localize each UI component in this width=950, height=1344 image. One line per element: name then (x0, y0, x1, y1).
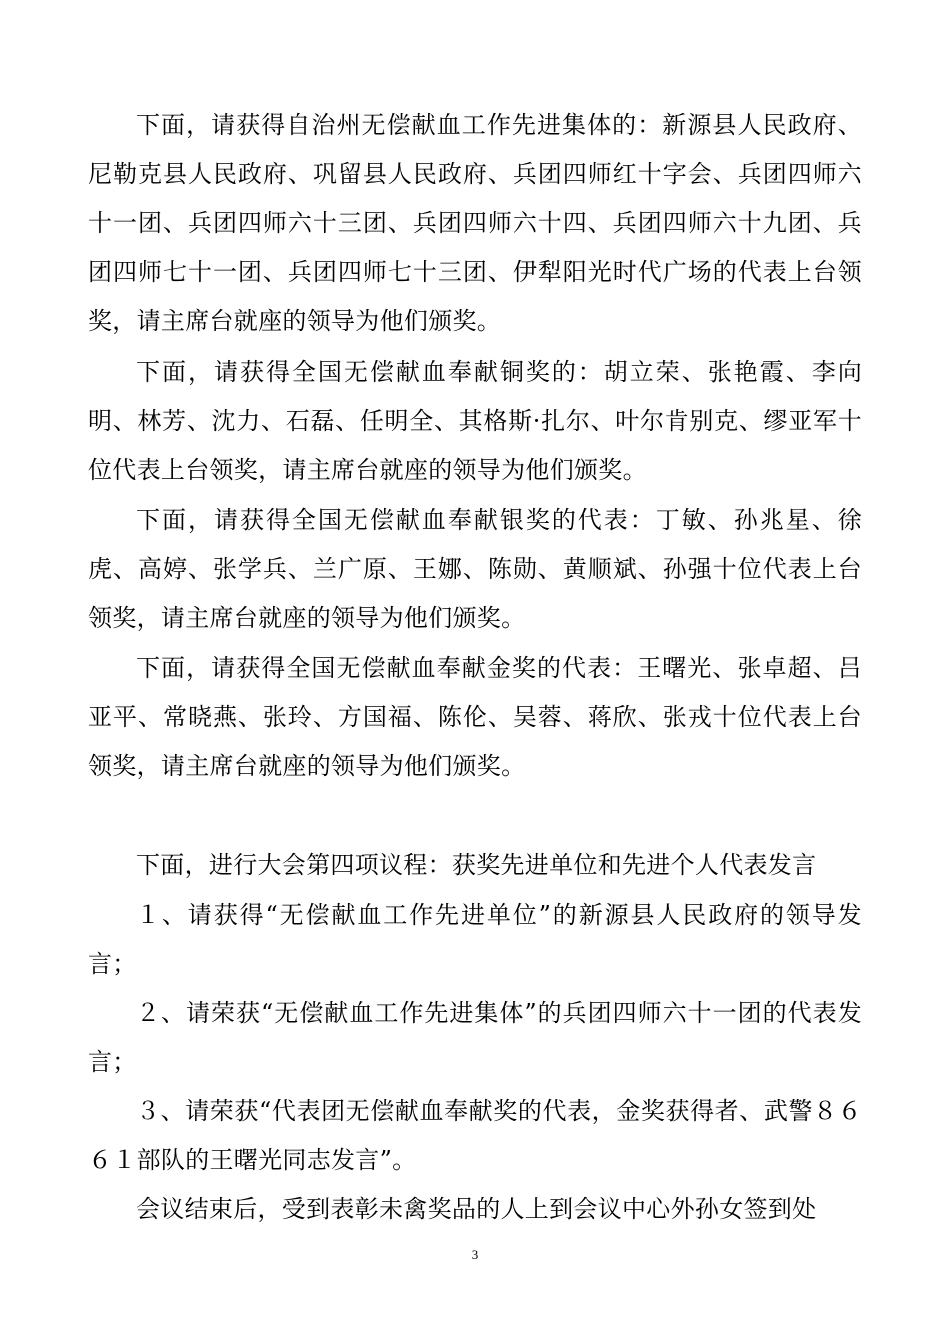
paragraph-agenda-item-four: 下面，进行大会第四项议程：获奖先进单位和先进个人代表发言 (136, 851, 817, 879)
paragraph-municipal-collective-awards: 下面，请获得自治州无偿献血工作先进集体的：新源县人民政府、尼勒克县人民政府、巩留县人民政府、兵团四师红十字会、兵团四师六十一团、兵团四师六十三团、兵团四师六十四、兵团四师六十九团、兵团四师七十一团、兵团四师七十三团、伊犁阳光时代广场的代表上台领奖，请主席台就座的领导为他们颁奖。 (88, 111, 862, 335)
paragraph-speech-two: ２、请荣获“无偿献血工作先进集体”的兵团四师六十一团的代表发言； (88, 999, 862, 1076)
paragraph-bronze-awards: 下面，请获得全国无偿献血奉献铜奖的：胡立荣、张艳霞、李向明、林芳、沈力、石磊、任明全、其格斯·扎尔、叶尔肯别克、缪亚军十位代表上台领奖，请主席台就座的领导为他们颁奖。 (88, 358, 862, 484)
paragraph-silver-awards: 下面，请获得全国无偿献血奉献银奖的代表：丁敏、孙兆星、徐虎、高婷、张学兵、兰广原、王娜、陈勋、黄顺斌、孙强十位代表上台领奖，请主席台就座的领导为他们颁奖。 (88, 506, 862, 632)
paragraph-gold-awards: 下面，请获得全国无偿献血奉献金奖的代表：王曙光、张卓超、吕亚平、常晓燕、张玲、方国福、陈伦、吴蓉、蒋欣、张戎十位代表上台领奖，请主席台就座的领导为他们颁奖。 (88, 654, 862, 780)
paragraph-closing-note: 会议结束后，受到表彰未禽奖品的人上到会议中心外孙女签到处 (136, 1195, 817, 1223)
paragraph-speech-three: ３、请荣获“代表团无偿献血奉献奖的代表，金奖获得者、武警８６６１部队的王曙光同志发言”。 (88, 1097, 862, 1174)
page-number: 3 (471, 1247, 479, 1262)
paragraph-speech-one: １、请获得“无偿献血工作先进单位”的新源县人民政府的领导发言； (88, 901, 862, 978)
